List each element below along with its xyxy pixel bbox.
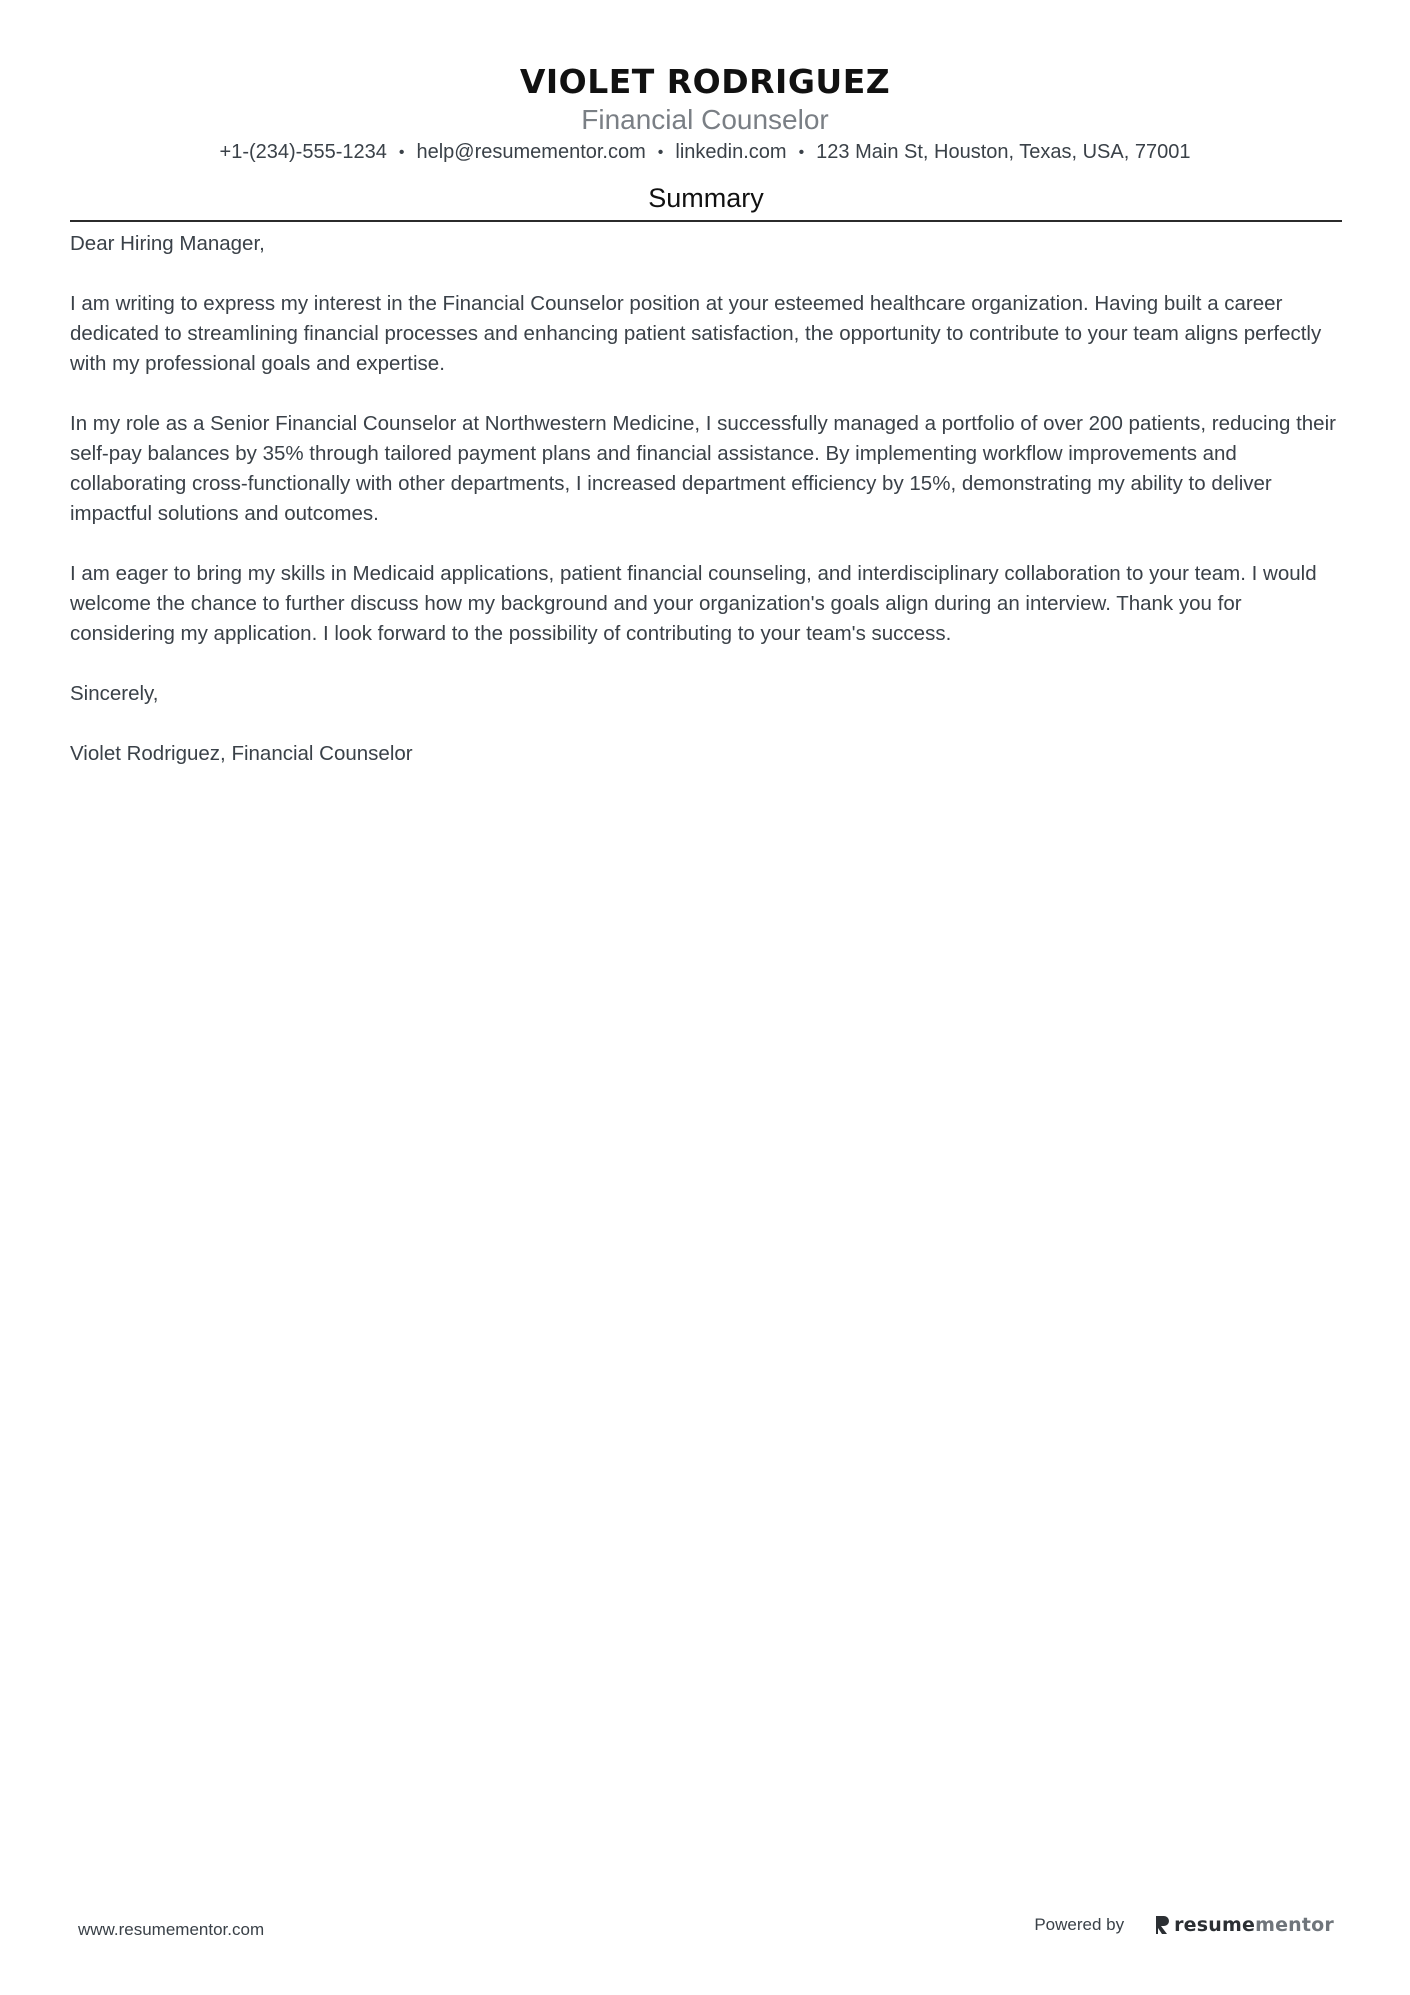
resumementor-logo[interactable] xyxy=(1154,1914,1334,1936)
greeting: Dear Hiring Manager, xyxy=(70,232,265,255)
resumementor-logo-icon xyxy=(1154,1915,1170,1935)
header xyxy=(0,60,1410,168)
section-divider xyxy=(70,220,1342,222)
phone: +1-(234)-555-1234 xyxy=(219,141,387,163)
job-title: Financial Counselor xyxy=(581,104,829,135)
logo-text-resume: resume xyxy=(1174,1914,1256,1936)
candidate-name: VIOLET RODRIGUEZ xyxy=(519,62,891,101)
email[interactable]: help@resumementor.com xyxy=(416,141,646,163)
section-title: Summary xyxy=(648,183,764,213)
closing: Sincerely, xyxy=(70,682,159,705)
footer-website[interactable]: www.resumementor.com xyxy=(78,1920,265,1939)
paragraph: I am eager to bring my skills in Medicaid applications, patient financial counseling, and interdisciplinary collaboration to your team. I would welcome the chance to further discuss how my background and your organization's goals align during an interview. Thank you for considering my application. I look forward to the possibility of contributing to your team's success. xyxy=(70,562,1317,645)
linkedin[interactable]: linkedin.com xyxy=(675,141,787,163)
signature: Violet Rodriguez, Financial Counselor xyxy=(70,742,413,765)
separator: • xyxy=(657,144,664,161)
paragraph: In my role as a Senior Financial Counselor at Northwestern Medicine, I successfully managed a portfolio of over 200 patients, reducing their self-pay balances by 35% through tailored payment plans and financial assistance. By implementing workflow improvements and collaborating cross-functionally with other departments, I increased department efficiency by 15%, demonstrating my ability to deliver impactful solutions and outcomes. xyxy=(70,412,1336,525)
footer-branding xyxy=(1034,1914,1334,1936)
separator: • xyxy=(398,144,405,161)
logo-text-mentor: mentor xyxy=(1255,1914,1334,1936)
powered-by-label: Powered by xyxy=(1034,1915,1125,1934)
letter-body xyxy=(70,229,1345,799)
separator: • xyxy=(798,144,805,161)
contact-line xyxy=(0,138,1410,168)
paragraph: I am writing to express my interest in the Financial Counselor position at your esteemed healthcare organization. Having built a career dedicated to streamlining financial processes and enhancing patient satisfaction, the opportunity to contribute to your team aligns perfectly with my professional goals and expertise. xyxy=(70,292,1322,375)
address: 123 Main St, Houston, Texas, USA, 77001 xyxy=(816,141,1191,163)
